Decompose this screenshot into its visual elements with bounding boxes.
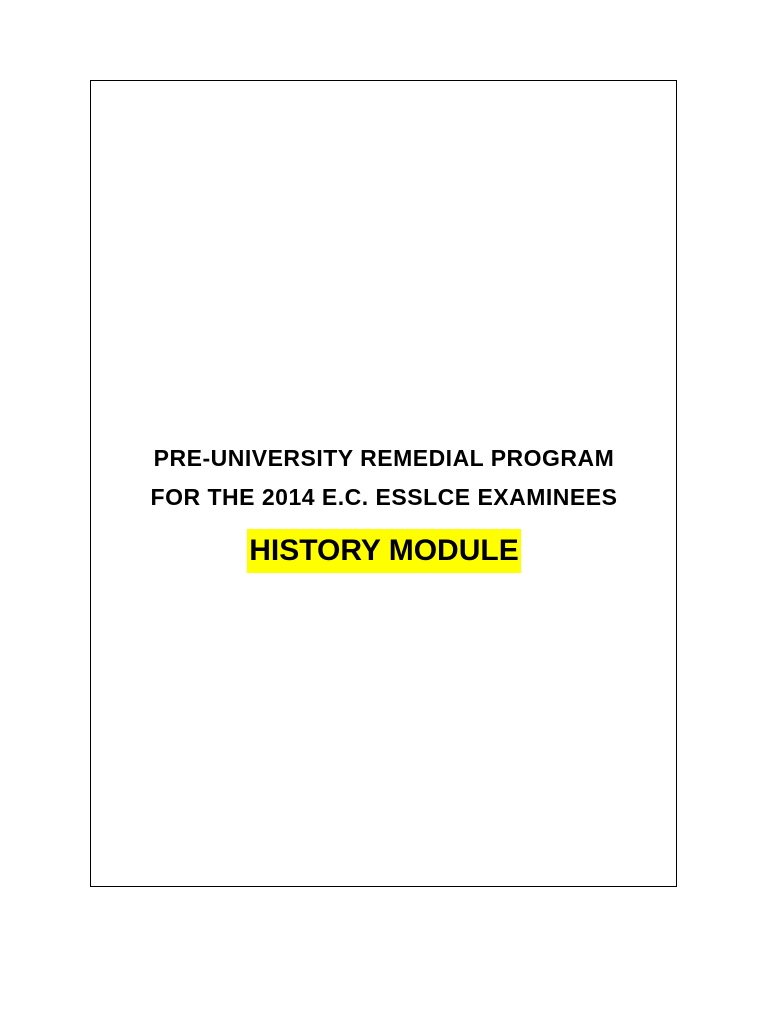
module-title-container (0, 529, 768, 573)
program-title-line-1: PRE-UNIVERSITY REMEDIAL PROGRAM (153, 445, 615, 471)
program-title-line-2: FOR THE 2014 E.C. ESSLCE EXAMINEES (150, 484, 618, 510)
module-title-highlighted: HISTORY MODULE (247, 529, 520, 573)
